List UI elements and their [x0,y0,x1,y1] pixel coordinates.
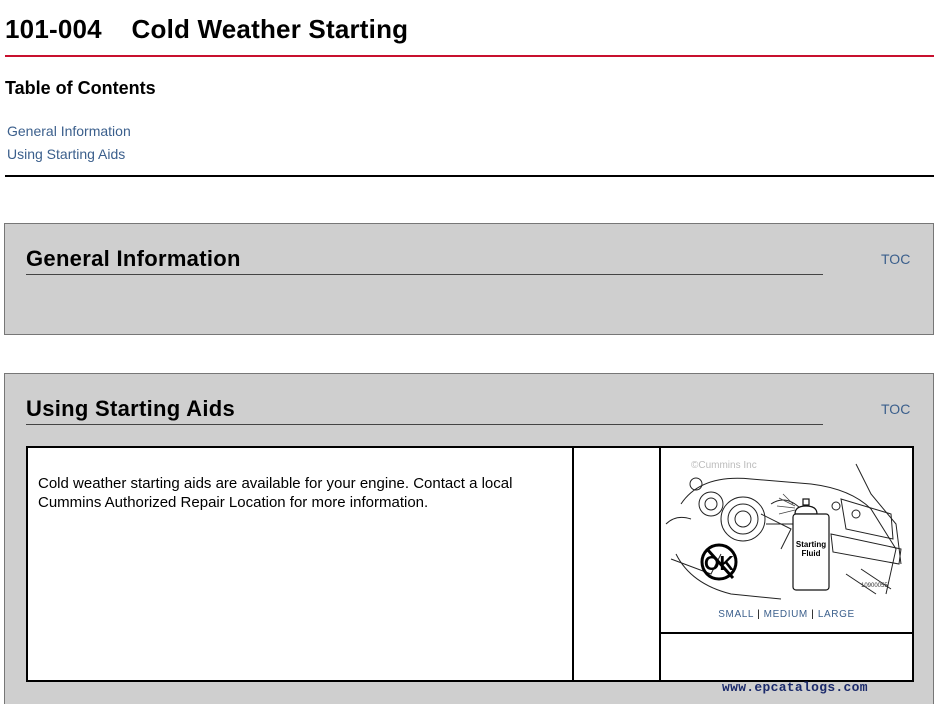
table-column-divider [572,448,574,680]
size-separator: | [757,609,761,620]
body-text: Cold weather starting aids are available for your engine. Contact a local Cummins Authorized Repair Location for more information. [38,475,513,511]
toc-link-using-starting-aids[interactable]: Using Starting Aids [7,146,126,162]
can-label-line2: Fluid [801,549,821,558]
content-table [26,446,914,682]
size-large-link[interactable]: LARGE [817,609,855,620]
section-title: General Information [26,246,241,271]
toc-divider [5,175,934,177]
ok-prohibited-icon [702,545,736,579]
page-title: 101-004 Cold Weather Starting [5,14,409,44]
figure-code: 10900055 [861,583,888,589]
toc-link-general-information[interactable]: General Information [7,123,131,139]
svg-text:OK: OK [704,553,734,575]
toc-back-link[interactable]: TOC [881,251,911,267]
size-medium-link[interactable]: MEDIUM [763,609,808,620]
starting-fluid-illustration[interactable] [661,454,912,604]
can-label-line1: Starting [795,540,827,549]
toc-heading: Table of Contents [5,78,156,98]
title-divider [5,55,934,57]
table-row-divider [659,632,914,634]
site-watermark: www.epcatalogs.com [722,680,868,695]
toc-back-link[interactable]: TOC [881,401,911,417]
size-small-link[interactable]: SMALL [718,609,754,620]
section-title: Using Starting Aids [26,396,236,421]
section-using-starting-aids [4,373,934,704]
size-separator: | [811,609,815,620]
figure-copyright: ©Cummins Inc [691,460,757,471]
section-title-rule [26,424,823,425]
image-size-links [661,609,912,620]
section-title-rule [26,274,823,275]
section-general-information [4,223,934,335]
